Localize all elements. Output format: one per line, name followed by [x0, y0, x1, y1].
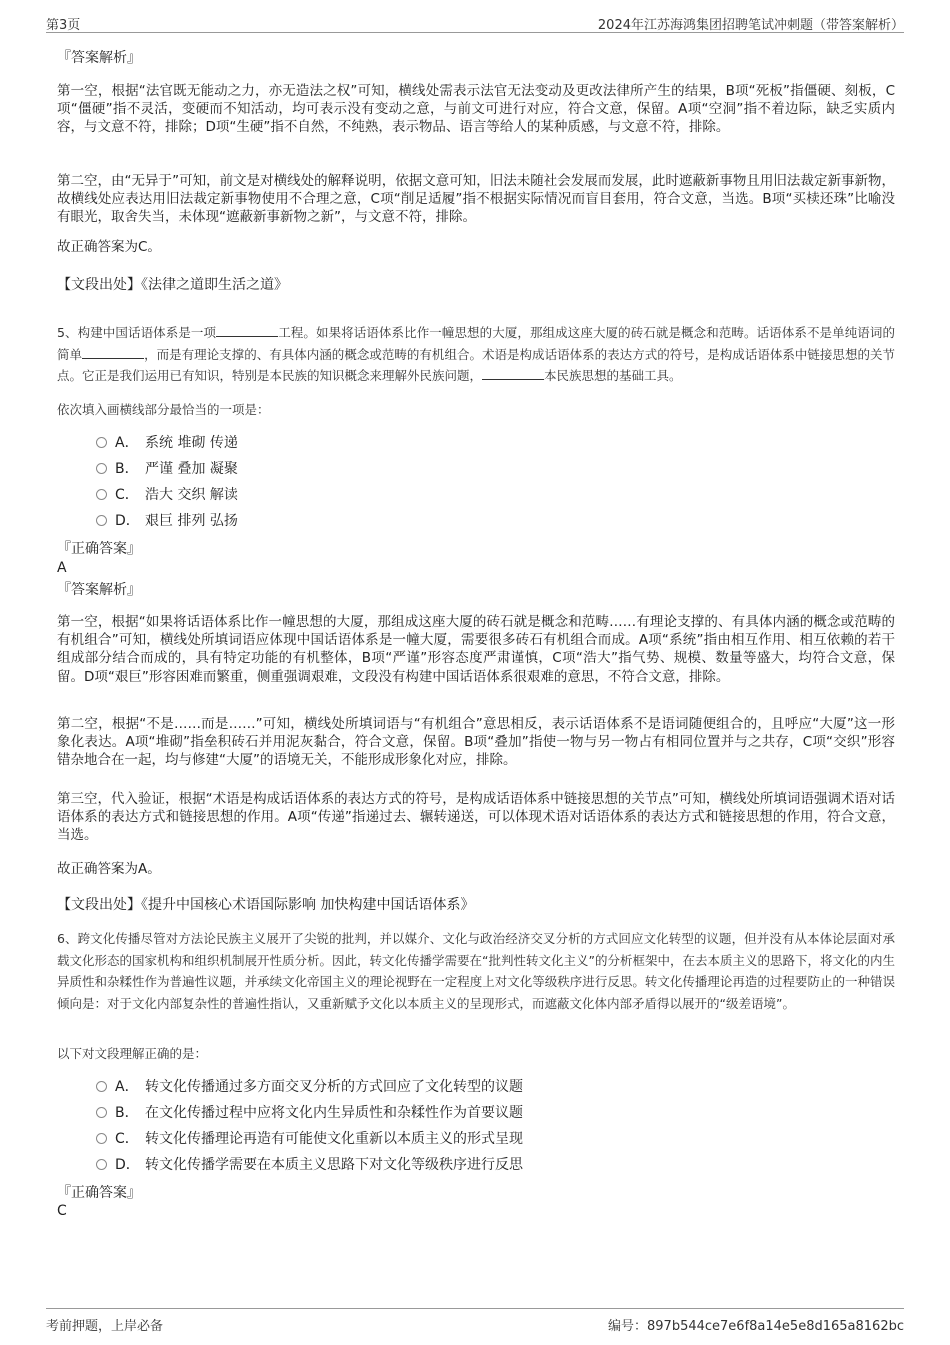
radio-icon[interactable]	[96, 437, 107, 448]
page-header	[46, 12, 904, 33]
q4-source	[57, 274, 895, 294]
radio-icon[interactable]	[96, 1159, 107, 1170]
document-title: 2024年江苏海鸿集团招聘笔试冲刺题（带答案解析）	[597, 18, 904, 33]
source-title: 《提升中国核心术语国际影响 加快构建中国话语体系》	[141, 897, 475, 913]
footer-note: 考前押题，上岸必备	[46, 1319, 164, 1334]
q5-correct-tag: 『正确答案』	[57, 541, 141, 557]
source-title: 《法律之道即生活之道》	[141, 277, 288, 293]
radio-icon[interactable]	[96, 463, 107, 474]
q5-prompt: 依次填入画横线部分最恰当的一项是：	[57, 402, 270, 417]
radio-icon[interactable]	[96, 515, 107, 526]
q5-analysis-p2: 第二空，根据“不是……而是……”可知，横线处所填词语与“有机组合”意思相反，表示话语体系不是语词随便组合的，且呼应“大厦”这一形象化表达。A项“堆砌”指垒积砖石并用泥灰黏合，符合文意，保留。B项“叠加”指使一物与另一物占有相同位置并与之共存，C项“交织”形容错杂地合在一起，均与修建“大厦”的语境无关，不能形成形象化对应，排除。	[57, 716, 895, 769]
q5-blank-1	[216, 324, 278, 337]
q5-analysis-p3: 第三空，代入验证，根据“术语是构成话语体系的表达方式的符号，是构成话语体系中链接思想的关节点”可知，横线处所填词语强调术语对话语体系的表达方式和链接思想的作用。A项“传递”指递过去、辗转递送，可以体现术语对话语体系的表达方式和链接思想的作用，符合文意，当选。	[57, 791, 895, 844]
q5-blank-3	[482, 367, 544, 380]
q6-stem: 6、跨文化传播尽管对方法论民族主义展开了尖锐的批判，并以媒介、文化与政治经济交叉分析的方式回应文化转型的议题，但并没有从本体论层面对承载文化形态的国家机构和组织机制展开性质分析。因此，转文化传播学需要在“批判性转文化主义”的分析框架中，在去本质主义的思路下，将文化的内生异质性和杂糅性作为普遍性议题，并承续文化帝国主义的理论视野在一定程度上对文化等级秩序进行反思。转文化传播理论再造的过程要防止的一种错误倾向是：对于文化内部复杂性的普遍性指认，又重新赋予文化以本质主义的呈现形式，而遮蔽文化体内部矛盾得以展开的“级差语境”。	[57, 931, 895, 1011]
source-label: 【文段出处】	[57, 897, 141, 913]
q5-stem-part3: ，而是有理论支撑的、有具体内涵的概念或范畴的有机组合。术语是构成话语体系的表达方式的符号，是构成话语体系中链接思想的关节点。它正是我们运用已有知识，特别是本民族的知识概念来理解外民族问题，	[57, 346, 895, 383]
q4-analysis-tag: 『答案解析』	[57, 50, 141, 66]
q5-conclusion: 故正确答案为A。	[57, 861, 161, 877]
q5-analysis-tag: 『答案解析』	[57, 582, 141, 598]
source-label: 【文段出处】	[57, 277, 141, 293]
radio-icon[interactable]	[96, 1107, 107, 1118]
q5-analysis-p1: 第一空，根据“如果将话语体系比作一幢思想的大厦，那组成这座大厦的砖石就是概念和范畴……有理论支撑的、有具体内涵的概念或范畴的有机组合”可知，横线处所填词语应体现中国话语体系是一幢大厦，需要很多砖石有机组合而成。A项“系统”指由相互作用、相互依赖的若干组成部分结合而成的，具有特定功能的有机整体，B项“严谨”形容态度严肃谨慎，C项“浩大”指气势、规模、数量等盛大，均符合文意，保留。D项“艰巨”形容困难而繁重，侧重强调艰难，文段没有构建中国话语体系很艰难的意思，不符合文意，排除。	[57, 614, 895, 685]
q5-source	[57, 894, 895, 914]
q6-prompt: 以下对文段理解正确的是：	[57, 1046, 208, 1061]
q5-option-a[interactable]: A． 系统 堆砌 传递	[96, 433, 238, 453]
q5-stem	[57, 322, 895, 387]
q6-option-a[interactable]: A． 转文化传播通过多方面交叉分析的方式回应了文化转型的议题	[96, 1077, 523, 1097]
q4-conclusion: 故正确答案为C。	[57, 239, 161, 255]
radio-icon[interactable]	[96, 1133, 107, 1144]
q5-correct-answer: A	[57, 560, 67, 576]
q4-analysis-p2: 第二空，由“无异于”可知，前文是对横线处的解释说明，依据文意可知，旧法未随社会发展而发展，此时遮蔽新事物且用旧法裁定新事新物，故横线处应表达用旧法裁定新事物使用不合理之意，C项“削足适履”指不根据实际情况而盲目套用，符合文意，当选。B项“买椟还珠”比喻没有眼光，取舍失当，未体现“遮蔽新事新物之新”，与文意不符，排除。	[57, 173, 895, 226]
q4-analysis-p1: 第一空，根据“法官既无能动之力，亦无造法之权”可知，横线处需表示法官无法变动及更改法律所产生的结果，B项“死板”指僵硬、刻板，C项“僵硬”指不灵活，变硬而不知活动，均可表示没有变动之意，与前文可进行对应，符合文意，保留。A项“空洞”指不着边际，缺乏实质内容，与文意不符，排除；D项“生硬”指不自然，不纯熟，表示物品、语言等给人的某种质感，与文意不符，排除。	[57, 83, 895, 136]
q6-option-d[interactable]: D． 转文化传播学需要在本质主义思路下对文化等级秩序进行反思	[96, 1155, 523, 1175]
radio-icon[interactable]	[96, 489, 107, 500]
page-number: 第3页	[46, 18, 81, 33]
q5-option-c[interactable]: C． 浩大 交织 解读	[96, 485, 238, 505]
q5-option-d[interactable]: D． 艰巨 排列 弘扬	[96, 511, 238, 531]
q6-option-b[interactable]: B． 在文化传播过程中应将文化内生异质性和杂糅性作为首要议题	[96, 1103, 523, 1123]
document-code: 编号：897b544ce7e6f8a14e5e8d165a8162bc	[608, 1319, 904, 1334]
page-footer	[46, 1308, 904, 1339]
q6-correct-tag: 『正确答案』	[57, 1185, 141, 1201]
q5-blank-2	[82, 346, 144, 359]
q6-option-c[interactable]: C． 转文化传播理论再造有可能使文化重新以本质主义的形式呈现	[96, 1129, 523, 1149]
q5-option-b[interactable]: B． 严谨 叠加 凝聚	[96, 459, 238, 479]
radio-icon[interactable]	[96, 1081, 107, 1092]
q5-stem-part1: 5、构建中国话语体系是一项	[57, 325, 217, 340]
q6-correct-answer: C	[57, 1203, 67, 1219]
q5-stem-part2: 工程。如果将话语体系比作一幢思想的大厦，那组成这座大厦的砖石就是概念和范畴。话语体系不是单纯语词的简单	[57, 325, 895, 362]
q5-stem-part4: 本民族思想的基础工具。	[544, 368, 682, 383]
